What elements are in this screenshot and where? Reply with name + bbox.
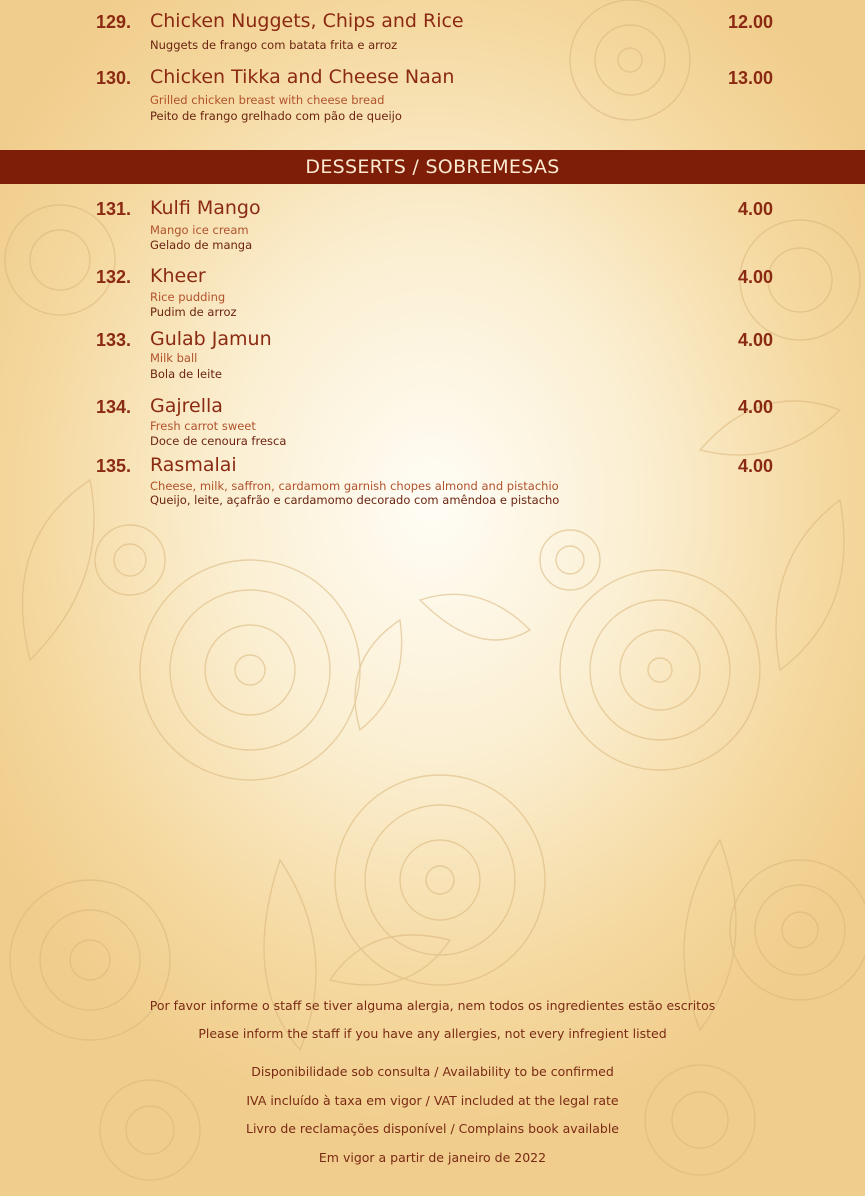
item-name: Gajrella [150, 395, 223, 417]
effective-date: Em vigor a partir de janeiro de 2022 [318, 1150, 547, 1165]
item-price: 12.00 [727, 12, 773, 32]
item-description-pt: Gelado de manga [150, 238, 253, 252]
item-description-pt: Doce de cenoura fresca [150, 434, 287, 448]
allergy-notice-en: Please inform the staff if you have any allergies, not every infregient listed [198, 1026, 667, 1041]
item-description-pt: Pudim de arroz [150, 305, 237, 319]
section-header-bar [0, 150, 865, 184]
item-number: 133. [96, 330, 132, 350]
item-price: 4.00 [737, 330, 773, 350]
item-name: Chicken Tikka and Cheese Naan [150, 66, 455, 88]
item-number: 134. [96, 397, 132, 417]
item-price: 4.00 [737, 397, 773, 417]
item-description-en: Rice pudding [150, 290, 226, 304]
item-description-en: Mango ice cream [150, 223, 249, 237]
item-description-pt: Bola de leite [150, 367, 222, 381]
item-price: 13.00 [727, 68, 773, 88]
item-description-pt: Queijo, leite, açafrão e cardamomo decorado com amêndoa e pistacho [150, 493, 560, 507]
item-name: Rasmalai [150, 454, 237, 476]
item-price: 4.00 [737, 267, 773, 287]
item-description-en: Milk ball [150, 351, 198, 365]
vat-notice: IVA incluído à taxa em vigor / VAT included at the legal rate [246, 1093, 619, 1108]
item-number: 135. [96, 456, 132, 476]
availability-notice: Disponibilidade sob consulta / Availability to be confirmed [251, 1064, 614, 1079]
item-description-pt: Peito de frango grelhado com pão de queijo [150, 109, 402, 123]
complaints-notice: Livro de reclamações disponível / Complains book available [246, 1121, 619, 1136]
item-name: Chicken Nuggets, Chips and Rice [150, 10, 464, 32]
item-price: 4.00 [737, 456, 773, 476]
item-price: 4.00 [737, 199, 773, 219]
item-name: Kulfi Mango [150, 197, 261, 219]
allergy-notice-pt: Por favor informe o staff se tiver alguma alergia, nem todos os ingredientes estão escritos [149, 998, 716, 1013]
item-name: Kheer [150, 265, 206, 287]
item-name: Gulab Jamun [150, 328, 272, 350]
section-title: DESSERTS / SOBREMESAS [305, 156, 560, 178]
item-description-en: Fresh carrot sweet [150, 419, 256, 433]
item-number: 130. [96, 68, 132, 88]
item-description-en: Cheese, milk, saffron, cardamom garnish chopes almond and pistachio [150, 479, 559, 493]
item-number: 131. [96, 199, 132, 219]
item-number: 129. [96, 12, 132, 32]
item-description-pt: Nuggets de frango com batata frita e arroz [150, 38, 398, 52]
item-description-en: Grilled chicken breast with cheese bread [150, 93, 385, 107]
item-number: 132. [96, 267, 132, 287]
